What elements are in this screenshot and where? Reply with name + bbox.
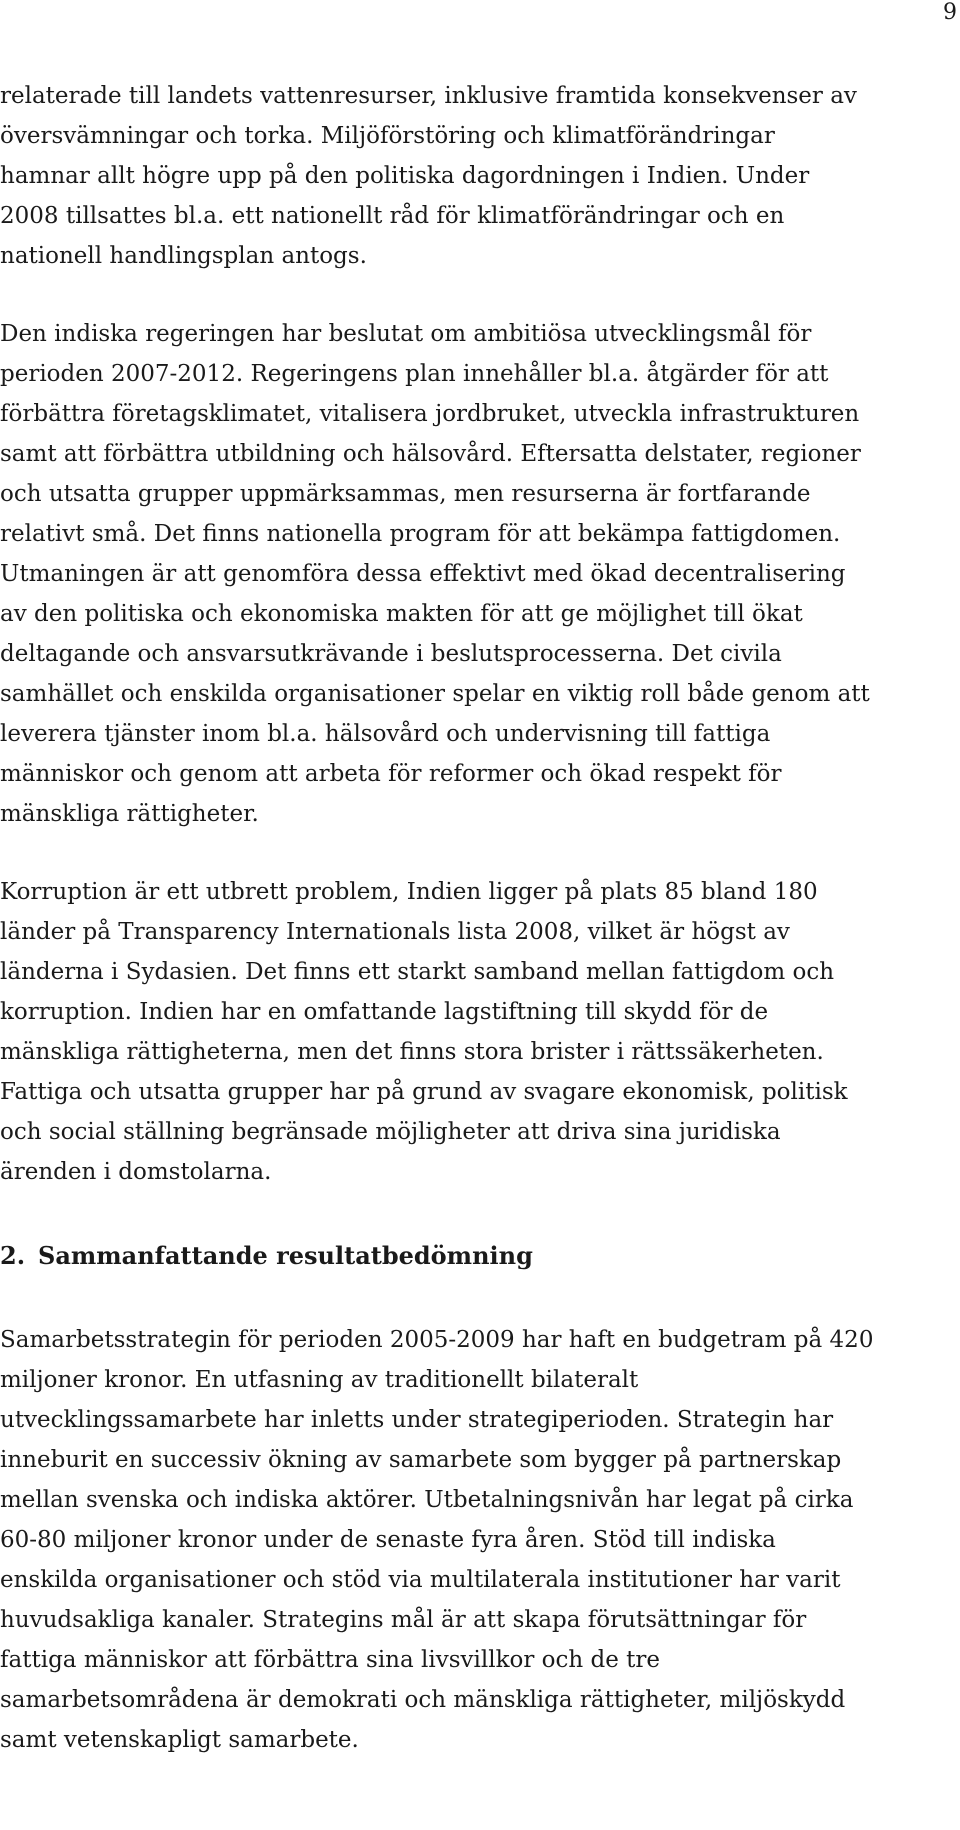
- text-line: 2008 tillsattes bl.a. ett nationellt råd för klimatförändringar och en: [0, 203, 785, 229]
- text-line: relativt små. Det finns nationella program för att bekämpa fattigdomen.: [0, 521, 841, 547]
- paragraph-spacer: [0, 276, 960, 314]
- section-heading: [0, 1236, 960, 1276]
- paragraph-water-climate: [0, 76, 960, 276]
- text-line: mänskliga rättigheter.: [0, 801, 259, 827]
- text-line: relaterade till landets vattenresurser, inklusive framtida konsekvenser av: [0, 83, 857, 109]
- paragraph-summary: [0, 1320, 960, 1760]
- text-line: korruption. Indien har en omfattande lagstiftning till skydd för de: [0, 999, 769, 1025]
- text-line: mellan svenska och indiska aktörer. Utbetalningsnivån har legat på cirka: [0, 1487, 854, 1513]
- text-line: Utmaningen är att genomföra dessa effektivt med ökad decentralisering: [0, 561, 846, 587]
- text-line: inneburit en successiv ökning av samarbete som bygger på partnerskap: [0, 1447, 842, 1473]
- text-line: huvudsakliga kanaler. Strategins mål är att skapa förutsättningar för: [0, 1607, 807, 1633]
- text-line: och utsatta grupper uppmärksammas, men resurserna är fortfarande: [0, 481, 811, 507]
- paragraph-spacer: [0, 834, 960, 872]
- text-line: samhället och enskilda organisationer spelar en viktig roll både genom att: [0, 681, 870, 707]
- page-number: 9: [943, 0, 957, 25]
- paragraph-spacer: [0, 1192, 960, 1236]
- text-line: människor och genom att arbeta för reformer och ökad respekt för: [0, 761, 782, 787]
- text-line: förbättra företagsklimatet, vitalisera jordbruket, utveckla infrastrukturen: [0, 401, 860, 427]
- text-line: ärenden i domstolarna.: [0, 1159, 272, 1185]
- text-line: miljoner kronor. En utfasning av traditionellt bilateralt: [0, 1367, 639, 1393]
- text-line: samt att förbättra utbildning och hälsovård. Eftersatta delstater, regioner: [0, 441, 861, 467]
- paragraph-corruption: [0, 872, 960, 1192]
- text-line: Korruption är ett utbrett problem, Indien ligger på plats 85 bland 180: [0, 879, 818, 905]
- text-line: av den politiska och ekonomiska makten för att ge möjlighet till ökat: [0, 601, 803, 627]
- paragraph-spacer: [0, 1276, 960, 1320]
- section-title: Sammanfattande resultatbedömning: [38, 1241, 533, 1270]
- text-line: länder på Transparency Internationals lista 2008, vilket är högst av: [0, 919, 790, 945]
- document-body: [0, 76, 960, 1760]
- text-line: nationell handlingsplan antogs.: [0, 243, 367, 269]
- text-line: Den indiska regeringen har beslutat om ambitiösa utvecklingsmål för: [0, 321, 812, 347]
- text-line: Fattiga och utsatta grupper har på grund av svagare ekonomisk, politisk: [0, 1079, 848, 1105]
- text-line: hamnar allt högre upp på den politiska dagordningen i Indien. Under: [0, 163, 810, 189]
- text-line: enskilda organisationer och stöd via multilaterala institutioner har varit: [0, 1567, 841, 1593]
- paragraph-development-goals: [0, 314, 960, 834]
- text-line: utvecklingssamarbete har inletts under strategiperioden. Strategin har: [0, 1407, 834, 1433]
- text-line: mänskliga rättigheterna, men det finns stora brister i rättssäkerheten.: [0, 1039, 824, 1065]
- text-line: samarbetsområdena är demokrati och mänskliga rättigheter, miljöskydd: [0, 1687, 846, 1713]
- text-line: och social ställning begränsade möjligheter att driva sina juridiska: [0, 1119, 781, 1145]
- section-number: 2.: [0, 1241, 26, 1270]
- text-line: Samarbetsstrategin för perioden 2005-2009 har haft en budgetram på 420: [0, 1327, 874, 1353]
- text-line: fattiga människor att förbättra sina livsvillkor och de tre: [0, 1647, 661, 1673]
- text-line: länderna i Sydasien. Det finns ett starkt samband mellan fattigdom och: [0, 959, 835, 985]
- text-line: perioden 2007-2012. Regeringens plan innehåller bl.a. åtgärder för att: [0, 361, 829, 387]
- text-line: samt vetenskapligt samarbete.: [0, 1727, 359, 1753]
- text-line: deltagande och ansvarsutkrävande i beslutsprocesserna. Det civila: [0, 641, 782, 667]
- text-line: 60-80 miljoner kronor under de senaste fyra åren. Stöd till indiska: [0, 1527, 776, 1553]
- text-line: översvämningar och torka. Miljöförstöring och klimatförändringar: [0, 123, 775, 149]
- text-line: leverera tjänster inom bl.a. hälsovård och undervisning till fattiga: [0, 721, 771, 747]
